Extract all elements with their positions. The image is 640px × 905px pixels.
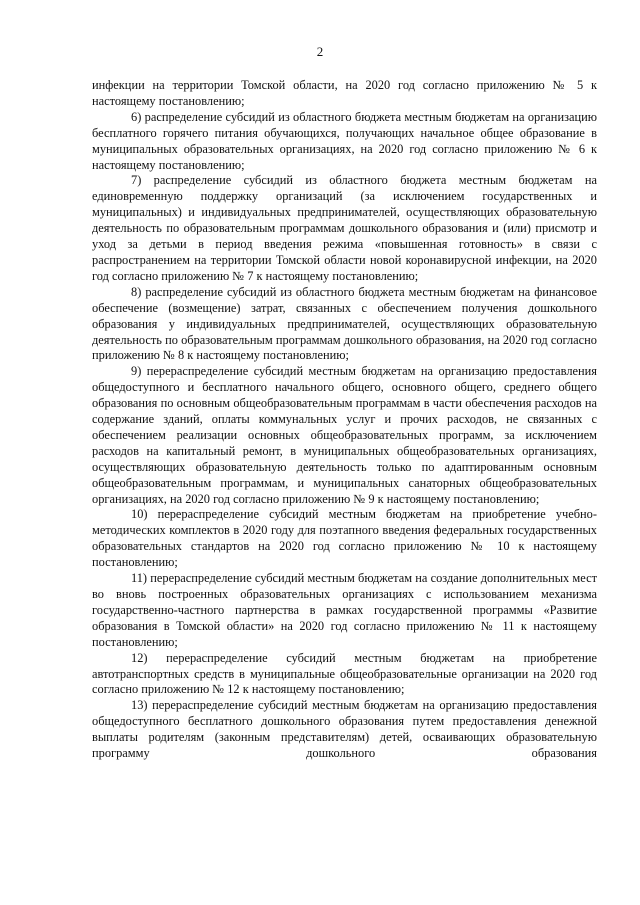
- paragraph-item-13: 13) перераспределение субсидий местным бюджетам на организацию предоставления общедоступного бесплатного дошкольного образования путем предоставления денежной выплаты родителям (законным представителям) детей, осваивающих образовательную программу дошкольного образования: [92, 698, 597, 761]
- paragraph-item-6: 6) распределение субсидий из областного бюджета местным бюджетам на организацию бесплатного горячего питания обучающихся, получающих начальное общее образование в муниципальных образовательных организациях, на 2020 год согласно приложению № 6 к настоящему постановлению;: [92, 109, 597, 172]
- paragraph-continuation: инфекции на территории Томской области, на 2020 год согласно приложению № 5 к настоящему постановлению;: [92, 78, 597, 108]
- paragraph-item-12: 12) перераспределение субсидий местным бюджетам на приобретение автотранспортных средств в муниципальные общеобразовательные организации на 2020 год согласно приложению № 12 к настоящему постановлению;: [92, 650, 597, 697]
- paragraph-item-7: 7) распределение субсидий из областного бюджета местным бюджетам на единовременную поддержку организаций (за исключением государственных и муниципальных) и индивидуальных предпринимателей, осуществляющих образовательную деятельность по образовательным программам дошкольного образования и (или) присмотр и уход за детьми в период введения режима «повышенная готовность» в связи с распространением на территории Томской области новой коронавирусной инфекции, на 2020 год согласно приложению № 7 к настоящему постановлению;: [92, 173, 597, 283]
- document-body: [92, 78, 597, 762]
- paragraph-item-9: 9) перераспределение субсидий местным бюджетам на организацию предоставления общедоступного и бесплатного начального общего, основного общего, среднего общего образования по основным общеобразовательным программам в части обеспечения расходов на содержание зданий, оплаты коммунальных услуг и прочих расходов, не связанных с обеспечением реализации основных общеобразовательных программ, за исключением расходов на капитальный ремонт, в муниципальных общеобразовательных организациях, осуществляющих образовательную деятельность только по адаптированным основным общеобразовательным программам, и муниципальных санаторных общеобразовательных организациях, на 2020 год согласно приложению № 9 к настоящему постановлению;: [92, 364, 597, 506]
- paragraph-item-10: 10) перераспределение субсидий местным бюджетам на приобретение учебно-методических комплектов в 2020 году для поэтапного введения федеральных государственных образовательных стандартов на 2020 год согласно приложению № 10 к настоящему постановлению;: [92, 507, 597, 570]
- page-number: 2: [316, 44, 324, 59]
- paragraph-item-8: 8) распределение субсидий из областного бюджета местным бюджетам на финансовое обеспечение (возмещение) затрат, связанных с обеспечением получения дошкольного образования у индивидуальных предпринимателей, осуществляющих образовательную деятельность по образовательным программам дошкольного образования, на 2020 год согласно приложению № 8 к настоящему постановлению;: [92, 284, 597, 363]
- paragraph-item-11: 11) перераспределение субсидий местным бюджетам на создание дополнительных мест во вновь построенных образовательных организациях с использованием механизма государственно-частного партнерства в рамках государственной программы «Развитие образования в Томской области» на 2020 год согласно приложению № 11 к настоящему постановлению;: [92, 571, 597, 649]
